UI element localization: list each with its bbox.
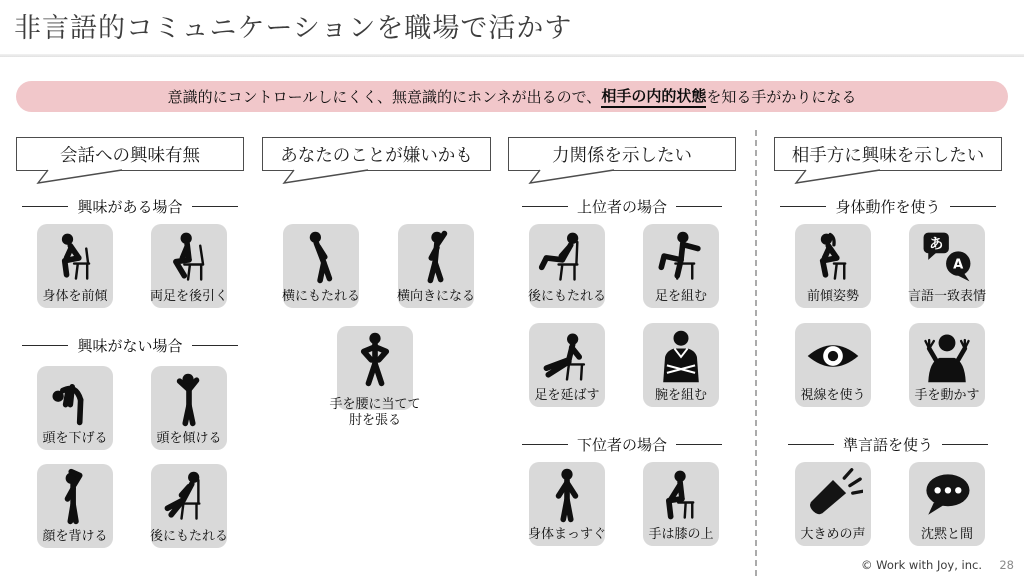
section-header-paralanguage [774, 434, 1002, 455]
speech-bubble-tail-icon [518, 169, 628, 186]
eye-icon [803, 327, 863, 385]
person-tilt-head-icon [159, 370, 219, 428]
translate-bubbles-icon [917, 228, 977, 286]
key-message-banner [16, 81, 1008, 112]
tile-silence-pause [909, 462, 985, 546]
tile-row [774, 323, 1002, 407]
banner-text-after: を知る手がかりになる [706, 88, 857, 106]
tile-caption: 後にもたれる [527, 289, 607, 304]
tile-row [774, 462, 1002, 546]
column-may-dislike-you [262, 137, 491, 576]
tile-row [508, 224, 736, 308]
person-recline-chair-icon [159, 468, 219, 526]
page-number: 28 [999, 558, 1014, 572]
tile-row [262, 224, 491, 308]
section-header-label: 上位者の場合 [576, 198, 667, 216]
header-line-right [192, 206, 238, 208]
posture-tile-hands-on-hips [329, 326, 421, 428]
posture-tile-face-away [37, 464, 113, 548]
vertical-dashed-divider [755, 130, 757, 576]
speech-bubble-label: 会話への興味有無 [60, 145, 200, 166]
posture-tile-bow-head [37, 366, 113, 450]
column-conversation-interest [16, 137, 244, 576]
header-line-left [22, 206, 68, 208]
speech-bubble-tail-icon [784, 169, 894, 186]
svg-text:A: A [953, 257, 964, 273]
tile-caption: 後にもたれる [149, 529, 229, 544]
person-lean-side-icon [291, 228, 351, 286]
header-line-left [788, 444, 834, 446]
header-line-left [522, 444, 568, 446]
speech-bubble-label: 力関係を示したい [552, 145, 692, 166]
header-line-left [522, 206, 568, 208]
tile-caption-line2: 肘を張る [348, 412, 402, 428]
posture-tile-lean-forward [37, 224, 113, 308]
header-line-right [942, 444, 988, 446]
header-line-left [780, 206, 826, 208]
page-title: 非言語的コミュニケーションを職場で活かす [14, 13, 573, 44]
person-turn-side-icon [406, 228, 466, 286]
person-stretch-legs-icon [537, 327, 597, 385]
title-divider [0, 54, 1024, 57]
tile-row [16, 224, 244, 308]
tile-caption: 手を動かす [914, 388, 980, 403]
tile-caption: 視線を使う [800, 388, 866, 403]
posture-tile-turn-sideways [398, 224, 474, 308]
section-header-body-movement [774, 196, 1002, 217]
copyright-text: © Work with Joy, inc. [861, 558, 982, 572]
tile-caption: 前傾姿勢 [806, 289, 860, 304]
banner-text-emphasis: 相手の内的状態 [601, 85, 706, 108]
section-header-label: 興味がない場合 [77, 337, 183, 355]
tile-row [508, 462, 736, 546]
silence-speech-bubble-icon [917, 466, 977, 524]
section-header-label: 身体動作を使う [835, 198, 941, 216]
person-hands-on-lap-icon [651, 466, 711, 524]
tile-caption: 頭を下げる [42, 431, 108, 446]
tile-caption [329, 397, 420, 428]
posture-tile-lean-sideways [283, 224, 359, 308]
speech-bubble-label: 相手方に興味を示したい [791, 145, 985, 166]
person-recline-chair-icon [537, 228, 597, 286]
header-line-right [676, 444, 722, 446]
tile-move-hands [909, 323, 985, 407]
tile-row [508, 323, 736, 407]
person-cross-arms-icon [651, 327, 711, 385]
tile-caption: 足を延ばす [534, 388, 600, 403]
tile-caption: 横にもたれる [281, 289, 361, 304]
section-header-superior [508, 196, 736, 217]
banner-text-before: 意識的にコントロールしにくく、無意識的にホンネが出るので、 [167, 88, 602, 106]
section-header-label: 下位者の場合 [576, 436, 667, 454]
speech-bubble-tail-icon [26, 169, 136, 186]
tile-louder-voice [795, 462, 871, 546]
column-show-interest [774, 137, 1002, 576]
posture-tile-body-straight [529, 462, 605, 546]
person-bow-icon [45, 370, 105, 428]
posture-tile-stretch-legs [529, 323, 605, 407]
person-lean-forward-icon [45, 228, 105, 286]
tile-caption: 顔を背ける [42, 529, 108, 544]
speech-bubble-may-dislike-you [262, 137, 491, 171]
tile-caption: 手は膝の上 [648, 527, 714, 542]
header-line-left [22, 345, 68, 347]
person-feet-back-icon [159, 228, 219, 286]
section-header-subordinate [508, 434, 736, 455]
tile-row [16, 464, 244, 548]
posture-tile-hands-on-lap [643, 462, 719, 546]
megaphone-icon [803, 466, 863, 524]
section-header-label: 興味がある場合 [77, 198, 183, 216]
header-line-right [192, 345, 238, 347]
posture-tile-forward-posture [795, 224, 871, 308]
svg-text:あ: あ [929, 236, 944, 253]
tile-caption: 大きめの声 [800, 527, 866, 542]
tile-caption: 身体まっすぐ [527, 527, 607, 542]
person-straight-icon [537, 466, 597, 524]
tile-caption: 身体を前傾 [42, 289, 108, 304]
posture-tile-cross-legs [643, 224, 719, 308]
column-power-relations [508, 137, 736, 576]
tile-caption: 両足を後引く [149, 289, 229, 304]
posture-tile-tilt-head [151, 366, 227, 450]
tile-caption: 沈黙と間 [920, 527, 974, 542]
tile-row [16, 366, 244, 450]
tile-caption: 言語一致表情 [907, 289, 987, 304]
header-line-right [676, 206, 722, 208]
person-face-away-icon [45, 468, 105, 526]
posture-tile-lean-back [529, 224, 605, 308]
posture-tile-feet-back [151, 224, 227, 308]
moving-hands-icon [917, 327, 977, 385]
section-header-interested [16, 196, 244, 217]
speech-bubble-conversation-interest [16, 137, 244, 171]
section-header-not-interested [16, 335, 244, 356]
tile-caption: 腕を組む [654, 388, 708, 403]
speech-bubble-show-interest [774, 137, 1002, 171]
person-cross-legs-icon [651, 228, 711, 286]
posture-tile-recline [151, 464, 227, 548]
tile-row [774, 224, 1002, 308]
tile-caption: 頭を傾ける [156, 431, 222, 446]
header-line-right [950, 206, 996, 208]
tile-use-gaze [795, 323, 871, 407]
tile-caption: 横向きになる [396, 289, 476, 304]
person-forward-posture-icon [803, 228, 863, 286]
speech-bubble-tail-icon [272, 169, 382, 186]
tile-caption: 足を組む [654, 289, 708, 304]
tile-caption-line1: 手を腰に当てて [329, 397, 421, 412]
person-hands-on-hips-icon [345, 330, 405, 388]
speech-bubble-label: あなたのことが嫌いかも [280, 145, 473, 166]
tile-matching-expression [909, 224, 985, 308]
section-header-label: 準言語を使う [842, 436, 933, 454]
speech-bubble-power-relations [508, 137, 736, 171]
posture-tile-cross-arms [643, 323, 719, 407]
